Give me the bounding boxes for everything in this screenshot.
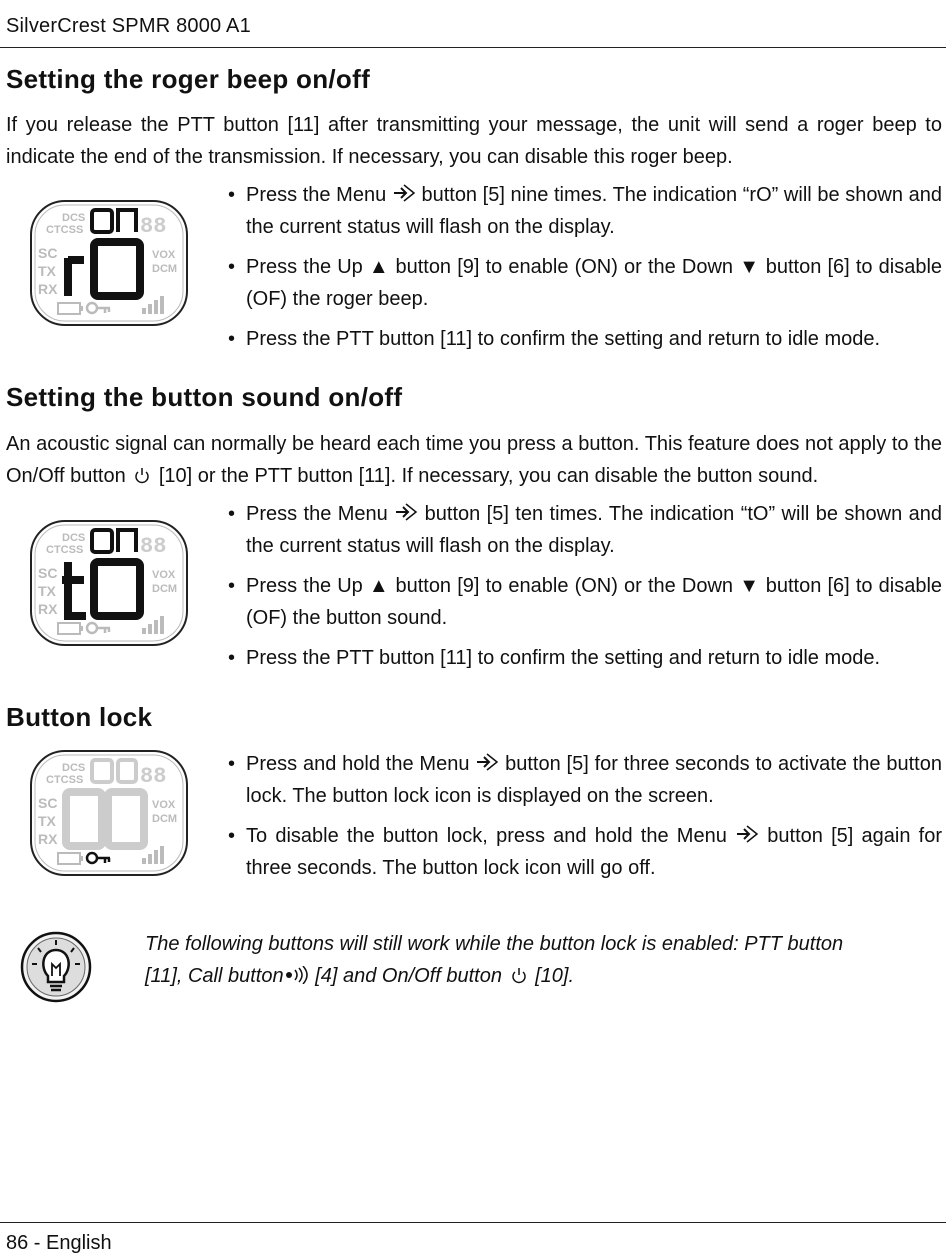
down-arrow-icon: ▼ xyxy=(739,256,760,278)
up-arrow-icon: ▲ xyxy=(368,575,390,597)
lcd-tx-label: TX xyxy=(38,583,56,599)
up-arrow-icon: ▲ xyxy=(368,256,390,278)
lcd-display-button-sound xyxy=(28,518,190,648)
heading-button-lock: Button lock xyxy=(6,702,153,732)
list-item: • Press the Up ▲ button [9] to enable (ON) or the Down ▼ button [6] to disable (OF) the button sound. xyxy=(228,571,942,634)
list-item: • Press the PTT button [11] to confirm the setting and return to idle mode. xyxy=(228,324,942,356)
lcd-sc-label: SC xyxy=(38,795,58,811)
lcd-display-roger-beep xyxy=(28,198,190,328)
list-item: • To disable the button lock, press and hold the Menu button [5] again for three seconds. The button lock icon will go off. xyxy=(228,821,942,884)
heading-button-sound: Setting the button sound on/off xyxy=(6,382,403,412)
power-icon xyxy=(131,466,153,484)
lcd-channel-digits: 88 xyxy=(140,534,167,559)
lcd-ctcss-label: CTCSS xyxy=(46,224,84,236)
heading-roger-beep: Setting the roger beep on/off xyxy=(6,64,371,94)
lcd-vox-label: VOX xyxy=(152,799,176,811)
lcd-sc-label: SC xyxy=(38,565,58,581)
button-sound-steps xyxy=(228,499,942,684)
list-item: • Press the PTT button [11] to confirm the setting and return to idle mode. xyxy=(228,643,942,675)
lcd-tx-label: TX xyxy=(38,813,56,829)
list-item: • Press the Menu button [5] ten times. The indication “tO” will be shown and the current status will flash on the display. xyxy=(228,499,942,562)
menu-button-icon xyxy=(735,824,759,844)
roger-beep-intro: If you release the PTT button [11] after transmitting your message, the unit will send a roger beep to indicate the end of the transmission. If necessary, you can disable this roger beep. xyxy=(6,114,942,168)
menu-button-icon xyxy=(475,752,499,772)
lcd-rx-label: RX xyxy=(38,281,58,297)
lcd-vox-label: VOX xyxy=(152,249,176,261)
lcd-channel-digits: 88 xyxy=(140,764,167,789)
power-icon xyxy=(508,966,530,984)
lcd-vox-label: VOX xyxy=(152,569,176,581)
roger-beep-steps xyxy=(228,180,942,365)
lcd-channel-digits: 88 xyxy=(140,214,167,239)
menu-button-icon xyxy=(392,183,416,203)
lcd-ctcss-label: CTCSS xyxy=(46,774,84,786)
lcd-dcm-label: DCM xyxy=(152,263,178,275)
page-number: 86 - English xyxy=(6,1232,112,1254)
down-arrow-icon: ▼ xyxy=(739,575,760,597)
lcd-rx-label: RX xyxy=(38,601,58,617)
list-item: • Press and hold the Menu button [5] for three seconds to activate the button lock. The button lock icon is displayed on the screen. xyxy=(228,749,942,812)
page-header xyxy=(0,0,946,48)
document-title: SilverCrest SPMR 8000 A1 xyxy=(6,15,251,37)
lcd-sc-label: SC xyxy=(38,245,58,261)
lcd-dcs-label: DCS xyxy=(62,762,86,774)
lcd-ctcss-label: CTCSS xyxy=(46,544,84,556)
button-lock-steps xyxy=(228,749,942,893)
lcd-rx-label: RX xyxy=(38,831,58,847)
call-button-icon xyxy=(284,966,310,984)
menu-button-icon xyxy=(394,502,418,522)
note-text: The following buttons will still work while the button lock is enabled: PTT button [11], Call button [4] and On/Off button [10]. xyxy=(145,933,844,987)
lightbulb-icon xyxy=(20,928,92,1006)
lcd-display-button-lock xyxy=(28,748,190,878)
lcd-dcm-label: DCM xyxy=(152,813,178,825)
list-item: • Press the Menu button [5] nine times. The indication “rO” will be shown and the current status will flash on the display. xyxy=(228,180,942,243)
lcd-dcs-label: DCS xyxy=(62,532,86,544)
list-item: • Press the Up ▲ button [9] to enable (ON) or the Down ▼ button [6] to disable (OF) the roger beep. xyxy=(228,252,942,315)
lcd-tx-label: TX xyxy=(38,263,56,279)
button-sound-intro: An acoustic signal can normally be heard each time you press a button. This feature does not apply to the On/Off button [10] or the PTT button [11]. If necessary, you can disable the button sound. xyxy=(6,433,942,487)
page-footer xyxy=(0,1222,946,1257)
lcd-dcs-label: DCS xyxy=(62,212,86,224)
lcd-dcm-label: DCM xyxy=(152,583,178,595)
